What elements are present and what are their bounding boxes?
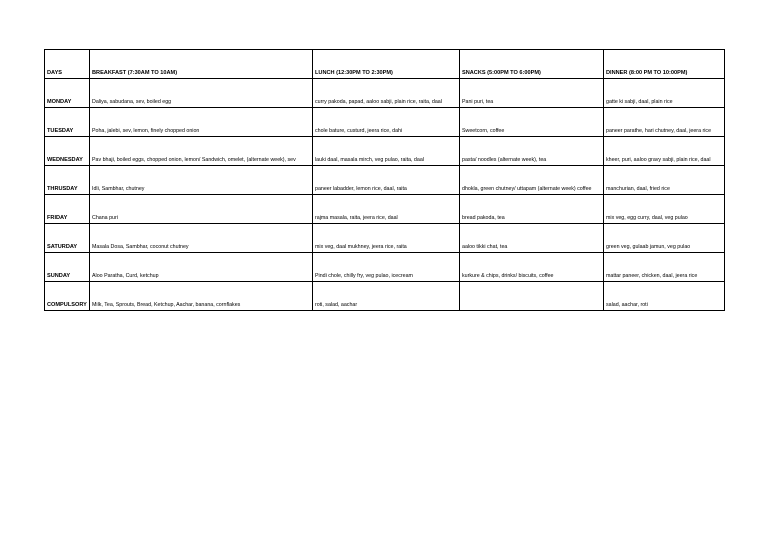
- day-cell: MONDAY: [45, 79, 90, 108]
- dinner-cell: manchurian, daal, fried rice: [604, 166, 725, 195]
- breakfast-cell: Daliya, sabudana, sev, boiled egg: [90, 79, 313, 108]
- breakfast-cell: Masala Dosa, Sambhar, coconut chutney: [90, 224, 313, 253]
- mess-menu-table: [44, 49, 725, 311]
- dinner-cell: mattar paneer, chicken, daal, jeera rice: [604, 253, 725, 282]
- day-cell: TUESDAY: [45, 108, 90, 137]
- dinner-cell: salad, aachar, roti: [604, 282, 725, 311]
- snacks-cell: pasta/ noodles (alternate week), tea: [460, 137, 604, 166]
- lunch-cell: roti, salad, aachar: [313, 282, 460, 311]
- breakfast-cell: Poha, jalebi, sev, lemon, finely chopped onion: [90, 108, 313, 137]
- table-row: [45, 195, 725, 224]
- dinner-cell: green veg, gulaab jamun, veg pulao: [604, 224, 725, 253]
- table-row: [45, 253, 725, 282]
- day-cell: SUNDAY: [45, 253, 90, 282]
- breakfast-cell: Idli, Sambhar, chutney: [90, 166, 313, 195]
- lunch-cell: paneer labadder, lemon rice, daal, raita: [313, 166, 460, 195]
- table-row: [45, 224, 725, 253]
- snacks-cell: Sweetcorn, coffee: [460, 108, 604, 137]
- day-cell: FRIDAY: [45, 195, 90, 224]
- header-dinner: DINNER (8:00 PM TO 10:00PM): [604, 50, 725, 79]
- snacks-cell: dhokla, green chutney/ uttapam (alternate week) coffee: [460, 166, 604, 195]
- day-cell: COMPULSORY: [45, 282, 90, 311]
- day-cell: WEDNESDAY: [45, 137, 90, 166]
- lunch-cell: curry pakoda, papad, aaloo sabji, plain rice, raita, daal: [313, 79, 460, 108]
- snacks-cell: kurkure & chips, drinks/ biscuits, coffee: [460, 253, 604, 282]
- lunch-cell: chole bature, custurd, jeera rice, dahi: [313, 108, 460, 137]
- table-row: [45, 282, 725, 311]
- table-row: [45, 108, 725, 137]
- snacks-cell: Pani puri, tea: [460, 79, 604, 108]
- snacks-cell: aaloo tikki chat, tea: [460, 224, 604, 253]
- lunch-cell: rajma masala, raita, jeera rice, daal: [313, 195, 460, 224]
- day-cell: THRUSDAY: [45, 166, 90, 195]
- dinner-cell: paneer parathe, hari chutney, daal, jeera rice: [604, 108, 725, 137]
- table-row: [45, 137, 725, 166]
- table-row: [45, 166, 725, 195]
- breakfast-cell: Aloo Paratha, Curd, ketchup: [90, 253, 313, 282]
- breakfast-cell: Chana puri: [90, 195, 313, 224]
- table-row: [45, 79, 725, 108]
- breakfast-cell: Pav bhaji, boiled eggs, chopped onion, lemon/ Sandwich, omelet, (alternate week), sev: [90, 137, 313, 166]
- header-breakfast: BREAKFAST (7:30AM TO 10AM): [90, 50, 313, 79]
- header-row: [45, 50, 725, 79]
- dinner-cell: kheer, puri, aaloo gravy sabji, plain rice, daal: [604, 137, 725, 166]
- lunch-cell: Pindi chole, chilly fry, veg pulao, icecream: [313, 253, 460, 282]
- dinner-cell: mix veg, egg curry, daal, veg pulao: [604, 195, 725, 224]
- header-days: DAYS: [45, 50, 90, 79]
- breakfast-cell: Milk, Tea, Sprouts, Bread, Ketchup, Aachar, banana, cornflakes: [90, 282, 313, 311]
- snacks-cell: bread pakoda, tea: [460, 195, 604, 224]
- header-lunch: LUNCH (12:30PM TO 2:30PM): [313, 50, 460, 79]
- day-cell: SATURDAY: [45, 224, 90, 253]
- lunch-cell: mix veg, daal mukhney, jeera rice, raita: [313, 224, 460, 253]
- dinner-cell: gatte ki sabji, daal, plain rice: [604, 79, 725, 108]
- snacks-cell: [460, 282, 604, 311]
- header-snacks: SNACKS (5:00PM TO 6:00PM): [460, 50, 604, 79]
- lunch-cell: lauki daal, masala mirch, veg pulao, raita, daal: [313, 137, 460, 166]
